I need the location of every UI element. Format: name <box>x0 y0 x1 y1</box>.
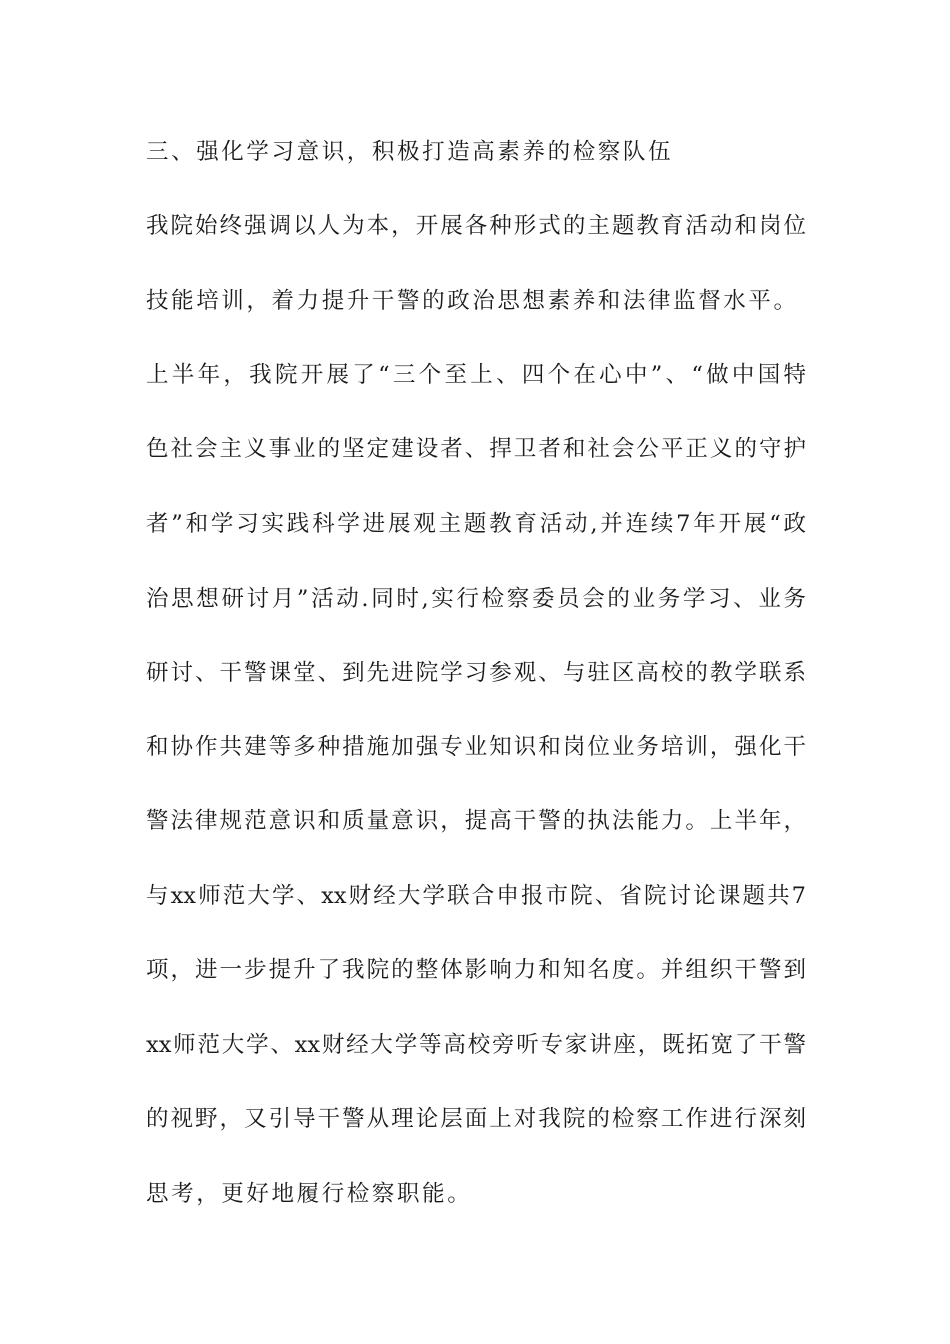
paragraph-line: 上半年，我院开展了“三个至上、四个在心中”、“做中国特 <box>146 362 806 388</box>
paragraph-line: 技能培训，着力提升干警的政治思想素养和法律监督水平。 <box>146 288 799 314</box>
paragraph-line: 思考，更好地履行检察职能。 <box>146 1181 473 1207</box>
section-heading: 三、强化学习意识，积极打造高素养的检察队伍 <box>146 139 674 165</box>
paragraph-line: 的视野，又引导干警从理论层面上对我院的检察工作进行深刻 <box>146 1106 806 1132</box>
paragraph-line: 研讨、干警课堂、到先进院学习参观、与驻区高校的教学联系 <box>146 660 806 686</box>
paragraph-line: 者”和学习实践科学进展观主题教育活动,并连续7年开展“政 <box>146 511 806 537</box>
paragraph-line: 我院始终强调以人为本，开展各种形式的主题教育活动和岗位 <box>146 213 806 239</box>
paragraph-line: 色社会主义事业的坚定建设者、捍卫者和社会公平正义的守护 <box>146 436 806 462</box>
paragraph-line: 治思想研讨月”活动.同时,实行检察委员会的业务学习、业务 <box>146 586 806 612</box>
paragraph-line: xx师范大学、xx财经大学等高校旁听专家讲座，既拓宽了干警 <box>146 1032 806 1058</box>
paragraph-line: 和协作共建等多种措施加强专业知识和岗位业务培训，强化干 <box>146 734 806 760</box>
paragraph-line: 项，进一步提升了我院的整体影响力和知名度。并组织干警到 <box>146 957 806 983</box>
paragraph-line: 与xx师范大学、xx财经大学联合申报市院、省院讨论课题共7 <box>146 883 806 909</box>
paragraph-line: 警法律规范意识和质量意识，提高干警的执法能力。上半年， <box>146 808 806 834</box>
